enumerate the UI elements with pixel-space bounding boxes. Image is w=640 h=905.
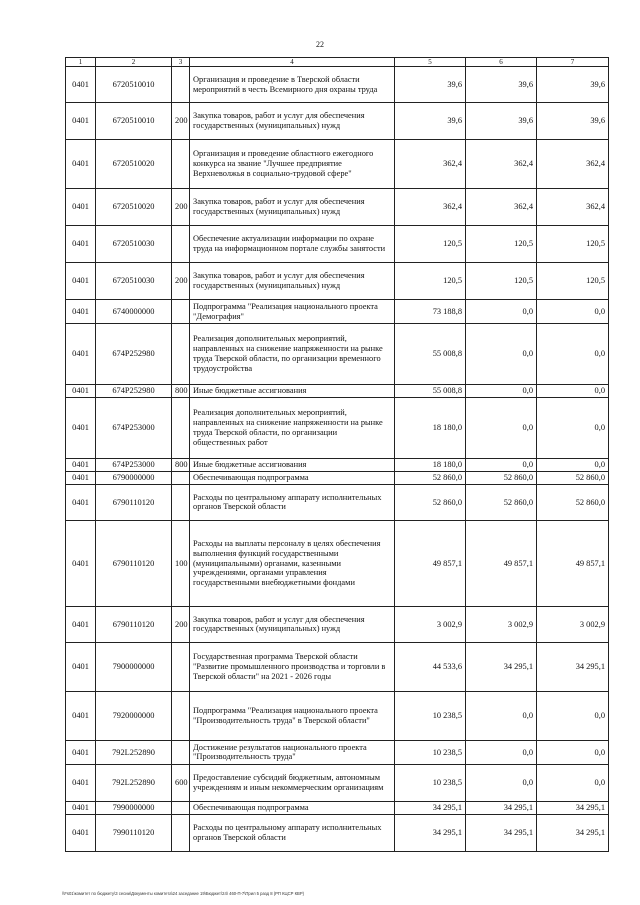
table-row	[66, 385, 609, 398]
table-row	[66, 263, 609, 300]
target-code-cell: 6720510030	[96, 226, 172, 263]
table-row	[66, 226, 609, 263]
table-row	[66, 740, 609, 764]
amount-year3-cell: 34 295,1	[537, 814, 609, 851]
amount-year3-cell: 362,4	[537, 140, 609, 189]
table-row	[66, 520, 609, 606]
table-row	[66, 484, 609, 520]
expense-type-cell: 800	[172, 385, 190, 398]
target-code-cell: 6790110120	[96, 520, 172, 606]
table-row	[66, 103, 609, 140]
expense-type-cell	[172, 642, 190, 691]
amount-year2-cell: 120,5	[466, 263, 537, 300]
amount-year3-cell: 120,5	[537, 226, 609, 263]
target-code-cell: 674P252980	[96, 324, 172, 385]
amount-year3-cell: 0,0	[537, 300, 609, 324]
expense-type-cell: 800	[172, 459, 190, 472]
amount-year1-cell: 34 295,1	[395, 814, 466, 851]
expense-type-cell	[172, 226, 190, 263]
item-name-cell: Реализация дополнительных мероприятий, направленных на снижение напряженности на рынке труда Тверской области, по организации общественных работ	[190, 398, 395, 459]
target-code-cell: 674P253000	[96, 459, 172, 472]
amount-year3-cell: 39,6	[537, 67, 609, 103]
item-name-cell: Расходы на выплаты персоналу в целях обеспечения выполнения функций государственными (муниципальными) органами, казенными учреждениями, органами управления государственными внебюджетными фондами	[190, 520, 395, 606]
item-name-cell: Организация и проведение областного ежегодного конкурса на звание "Лучшее предприятие Верхневолжья в социально-трудовой сфере"	[190, 140, 395, 189]
expense-type-cell: 200	[172, 189, 190, 226]
item-name-cell: Государственная программа Тверской области "Развитие промышленного производства и торговли в Тверской области" на 2021 - 2026 годы	[190, 642, 395, 691]
header-cell-1: 1	[66, 58, 96, 67]
amount-year2-cell: 0,0	[466, 764, 537, 801]
amount-year1-cell: 362,4	[395, 140, 466, 189]
target-code-cell: 7900000000	[96, 642, 172, 691]
amount-year1-cell: 55 008,8	[395, 324, 466, 385]
table-row	[66, 189, 609, 226]
amount-year3-cell: 120,5	[537, 263, 609, 300]
amount-year3-cell: 0,0	[537, 764, 609, 801]
amount-year2-cell: 0,0	[466, 324, 537, 385]
item-name-cell: Подпрограмма "Реализация национального проекта "Производительность труда" в Тверской области"	[190, 691, 395, 740]
table-row	[66, 140, 609, 189]
amount-year3-cell: 0,0	[537, 324, 609, 385]
amount-year3-cell: 0,0	[537, 740, 609, 764]
amount-year2-cell: 120,5	[466, 226, 537, 263]
amount-year1-cell: 18 180,0	[395, 398, 466, 459]
amount-year3-cell: 39,6	[537, 103, 609, 140]
item-name-cell: Обеспечение актуализации информации по охране труда на информационном портале службы занятости	[190, 226, 395, 263]
item-name-cell: Иные бюджетные ассигнования	[190, 459, 395, 472]
header-cell-3: 3	[172, 58, 190, 67]
expense-type-cell	[172, 472, 190, 485]
amount-year2-cell: 52 860,0	[466, 472, 537, 485]
item-name-cell: Организация и проведение в Тверской области мероприятий в честь Всемирного дня охраны труда	[190, 67, 395, 103]
expense-type-cell	[172, 300, 190, 324]
table-row	[66, 459, 609, 472]
target-code-cell: 6720510020	[96, 140, 172, 189]
target-code-cell: 7990110120	[96, 814, 172, 851]
target-code-cell: 6790110120	[96, 484, 172, 520]
amount-year3-cell: 0,0	[537, 459, 609, 472]
target-code-cell: 6790110120	[96, 606, 172, 642]
table-row	[66, 642, 609, 691]
header-cell-6: 6	[466, 58, 537, 67]
amount-year2-cell: 3 002,9	[466, 606, 537, 642]
amount-year1-cell: 55 008,8	[395, 385, 466, 398]
target-code-cell: 6720510010	[96, 103, 172, 140]
target-code-cell: 674P252980	[96, 385, 172, 398]
amount-year1-cell: 10 238,5	[395, 764, 466, 801]
expense-type-cell: 200	[172, 263, 190, 300]
amount-year3-cell: 0,0	[537, 691, 609, 740]
amount-year3-cell: 34 295,1	[537, 801, 609, 814]
amount-year1-cell: 34 295,1	[395, 801, 466, 814]
item-name-cell: Расходы по центральному аппарату исполнительных органов Тверской области	[190, 814, 395, 851]
amount-year1-cell: 120,5	[395, 263, 466, 300]
expense-type-cell	[172, 814, 190, 851]
table-row	[66, 324, 609, 385]
amount-year2-cell: 362,4	[466, 140, 537, 189]
amount-year3-cell: 49 857,1	[537, 520, 609, 606]
target-code-cell: 7920000000	[96, 691, 172, 740]
section-code-cell: 0401	[66, 226, 96, 263]
amount-year3-cell: 52 860,0	[537, 484, 609, 520]
expense-type-cell	[172, 740, 190, 764]
amount-year2-cell: 52 860,0	[466, 484, 537, 520]
section-code-cell: 0401	[66, 189, 96, 226]
section-code-cell: 0401	[66, 300, 96, 324]
table-row	[66, 814, 609, 851]
expense-type-cell	[172, 67, 190, 103]
amount-year3-cell: 3 002,9	[537, 606, 609, 642]
amount-year1-cell: 52 860,0	[395, 472, 466, 485]
table-row	[66, 691, 609, 740]
expense-type-cell	[172, 324, 190, 385]
target-code-cell: 792L252890	[96, 740, 172, 764]
section-code-cell: 0401	[66, 740, 96, 764]
item-name-cell: Иные бюджетные ассигнования	[190, 385, 395, 398]
item-name-cell: Закупка товаров, работ и услуг для обеспечения государственных (муниципальных) нужд	[190, 103, 395, 140]
expense-type-cell	[172, 801, 190, 814]
table-row	[66, 398, 609, 459]
amount-year1-cell: 18 180,0	[395, 459, 466, 472]
expense-type-cell	[172, 484, 190, 520]
amount-year2-cell: 0,0	[466, 300, 537, 324]
header-row	[66, 58, 609, 67]
amount-year3-cell: 0,0	[537, 398, 609, 459]
target-code-cell: 6720510010	[96, 67, 172, 103]
section-code-cell: 0401	[66, 520, 96, 606]
expense-type-cell: 100	[172, 520, 190, 606]
amount-year2-cell: 0,0	[466, 398, 537, 459]
section-code-cell: 0401	[66, 691, 96, 740]
amount-year2-cell: 34 295,1	[466, 814, 537, 851]
budget-table	[65, 57, 609, 852]
file-path-footer: \\Fs01\комитет по бюджету\3 сесии\Документы комитета\24 заседание 19\Бюджет\24\ 460-П-7\Прил 5 разд 8 (РП КЦСР КВР)	[62, 891, 305, 896]
item-name-cell: Расходы по центральному аппарату исполнительных органов Тверской области	[190, 484, 395, 520]
target-code-cell: 674P253000	[96, 398, 172, 459]
target-code-cell: 792L252890	[96, 764, 172, 801]
header-cell-7: 7	[537, 58, 609, 67]
section-code-cell: 0401	[66, 140, 96, 189]
header-cell-4: 4	[190, 58, 395, 67]
amount-year1-cell: 49 857,1	[395, 520, 466, 606]
item-name-cell: Обеспечивающая подпрограмма	[190, 801, 395, 814]
section-code-cell: 0401	[66, 606, 96, 642]
table-row	[66, 764, 609, 801]
item-name-cell: Подпрограмма "Реализация национального проекта "Демография"	[190, 300, 395, 324]
amount-year1-cell: 3 002,9	[395, 606, 466, 642]
amount-year3-cell: 52 860,0	[537, 472, 609, 485]
table-row	[66, 801, 609, 814]
amount-year2-cell: 0,0	[466, 385, 537, 398]
item-name-cell: Закупка товаров, работ и услуг для обеспечения государственных (муниципальных) нужд	[190, 263, 395, 300]
section-code-cell: 0401	[66, 764, 96, 801]
table-row	[66, 67, 609, 103]
amount-year1-cell: 362,4	[395, 189, 466, 226]
header-cell-5: 5	[395, 58, 466, 67]
expense-type-cell: 600	[172, 764, 190, 801]
amount-year3-cell: 362,4	[537, 189, 609, 226]
amount-year2-cell: 34 295,1	[466, 801, 537, 814]
page-number: 22	[316, 40, 324, 49]
section-code-cell: 0401	[66, 459, 96, 472]
amount-year1-cell: 10 238,5	[395, 740, 466, 764]
section-code-cell: 0401	[66, 324, 96, 385]
section-code-cell: 0401	[66, 801, 96, 814]
item-name-cell: Закупка товаров, работ и услуг для обеспечения государственных (муниципальных) нужд	[190, 189, 395, 226]
amount-year2-cell: 39,6	[466, 67, 537, 103]
amount-year1-cell: 52 860,0	[395, 484, 466, 520]
amount-year2-cell: 0,0	[466, 691, 537, 740]
item-name-cell: Предоставление субсидий бюджетным, автономным учреждениям и иным некоммерческим организациям	[190, 764, 395, 801]
table-row	[66, 300, 609, 324]
item-name-cell: Закупка товаров, работ и услуг для обеспечения государственных (муниципальных) нужд	[190, 606, 395, 642]
amount-year1-cell: 73 188,8	[395, 300, 466, 324]
table-row	[66, 606, 609, 642]
amount-year2-cell: 39,6	[466, 103, 537, 140]
item-name-cell: Обеспечивающая подпрограмма	[190, 472, 395, 485]
target-code-cell: 6790000000	[96, 472, 172, 485]
item-name-cell: Реализация дополнительных мероприятий, направленных на снижение напряженности на рынке труда Тверской области, по организации временного трудоустройства	[190, 324, 395, 385]
amount-year1-cell: 39,6	[395, 103, 466, 140]
expense-type-cell	[172, 691, 190, 740]
amount-year1-cell: 120,5	[395, 226, 466, 263]
amount-year1-cell: 10 238,5	[395, 691, 466, 740]
amount-year2-cell: 0,0	[466, 740, 537, 764]
table-row	[66, 472, 609, 485]
amount-year3-cell: 0,0	[537, 385, 609, 398]
section-code-cell: 0401	[66, 472, 96, 485]
amount-year2-cell: 0,0	[466, 459, 537, 472]
section-code-cell: 0401	[66, 398, 96, 459]
target-code-cell: 7990000000	[96, 801, 172, 814]
section-code-cell: 0401	[66, 814, 96, 851]
amount-year1-cell: 44 533,6	[395, 642, 466, 691]
section-code-cell: 0401	[66, 385, 96, 398]
target-code-cell: 6720510030	[96, 263, 172, 300]
amount-year1-cell: 39,6	[395, 67, 466, 103]
amount-year2-cell: 362,4	[466, 189, 537, 226]
section-code-cell: 0401	[66, 103, 96, 140]
item-name-cell: Достижение результатов национального проекта "Производительность труда"	[190, 740, 395, 764]
amount-year2-cell: 34 295,1	[466, 642, 537, 691]
target-code-cell: 6720510020	[96, 189, 172, 226]
amount-year2-cell: 49 857,1	[466, 520, 537, 606]
expense-type-cell: 200	[172, 606, 190, 642]
amount-year3-cell: 34 295,1	[537, 642, 609, 691]
expense-type-cell	[172, 398, 190, 459]
header-cell-2: 2	[96, 58, 172, 67]
section-code-cell: 0401	[66, 67, 96, 103]
section-code-cell: 0401	[66, 484, 96, 520]
section-code-cell: 0401	[66, 642, 96, 691]
expense-type-cell: 200	[172, 103, 190, 140]
section-code-cell: 0401	[66, 263, 96, 300]
target-code-cell: 6740000000	[96, 300, 172, 324]
expense-type-cell	[172, 140, 190, 189]
